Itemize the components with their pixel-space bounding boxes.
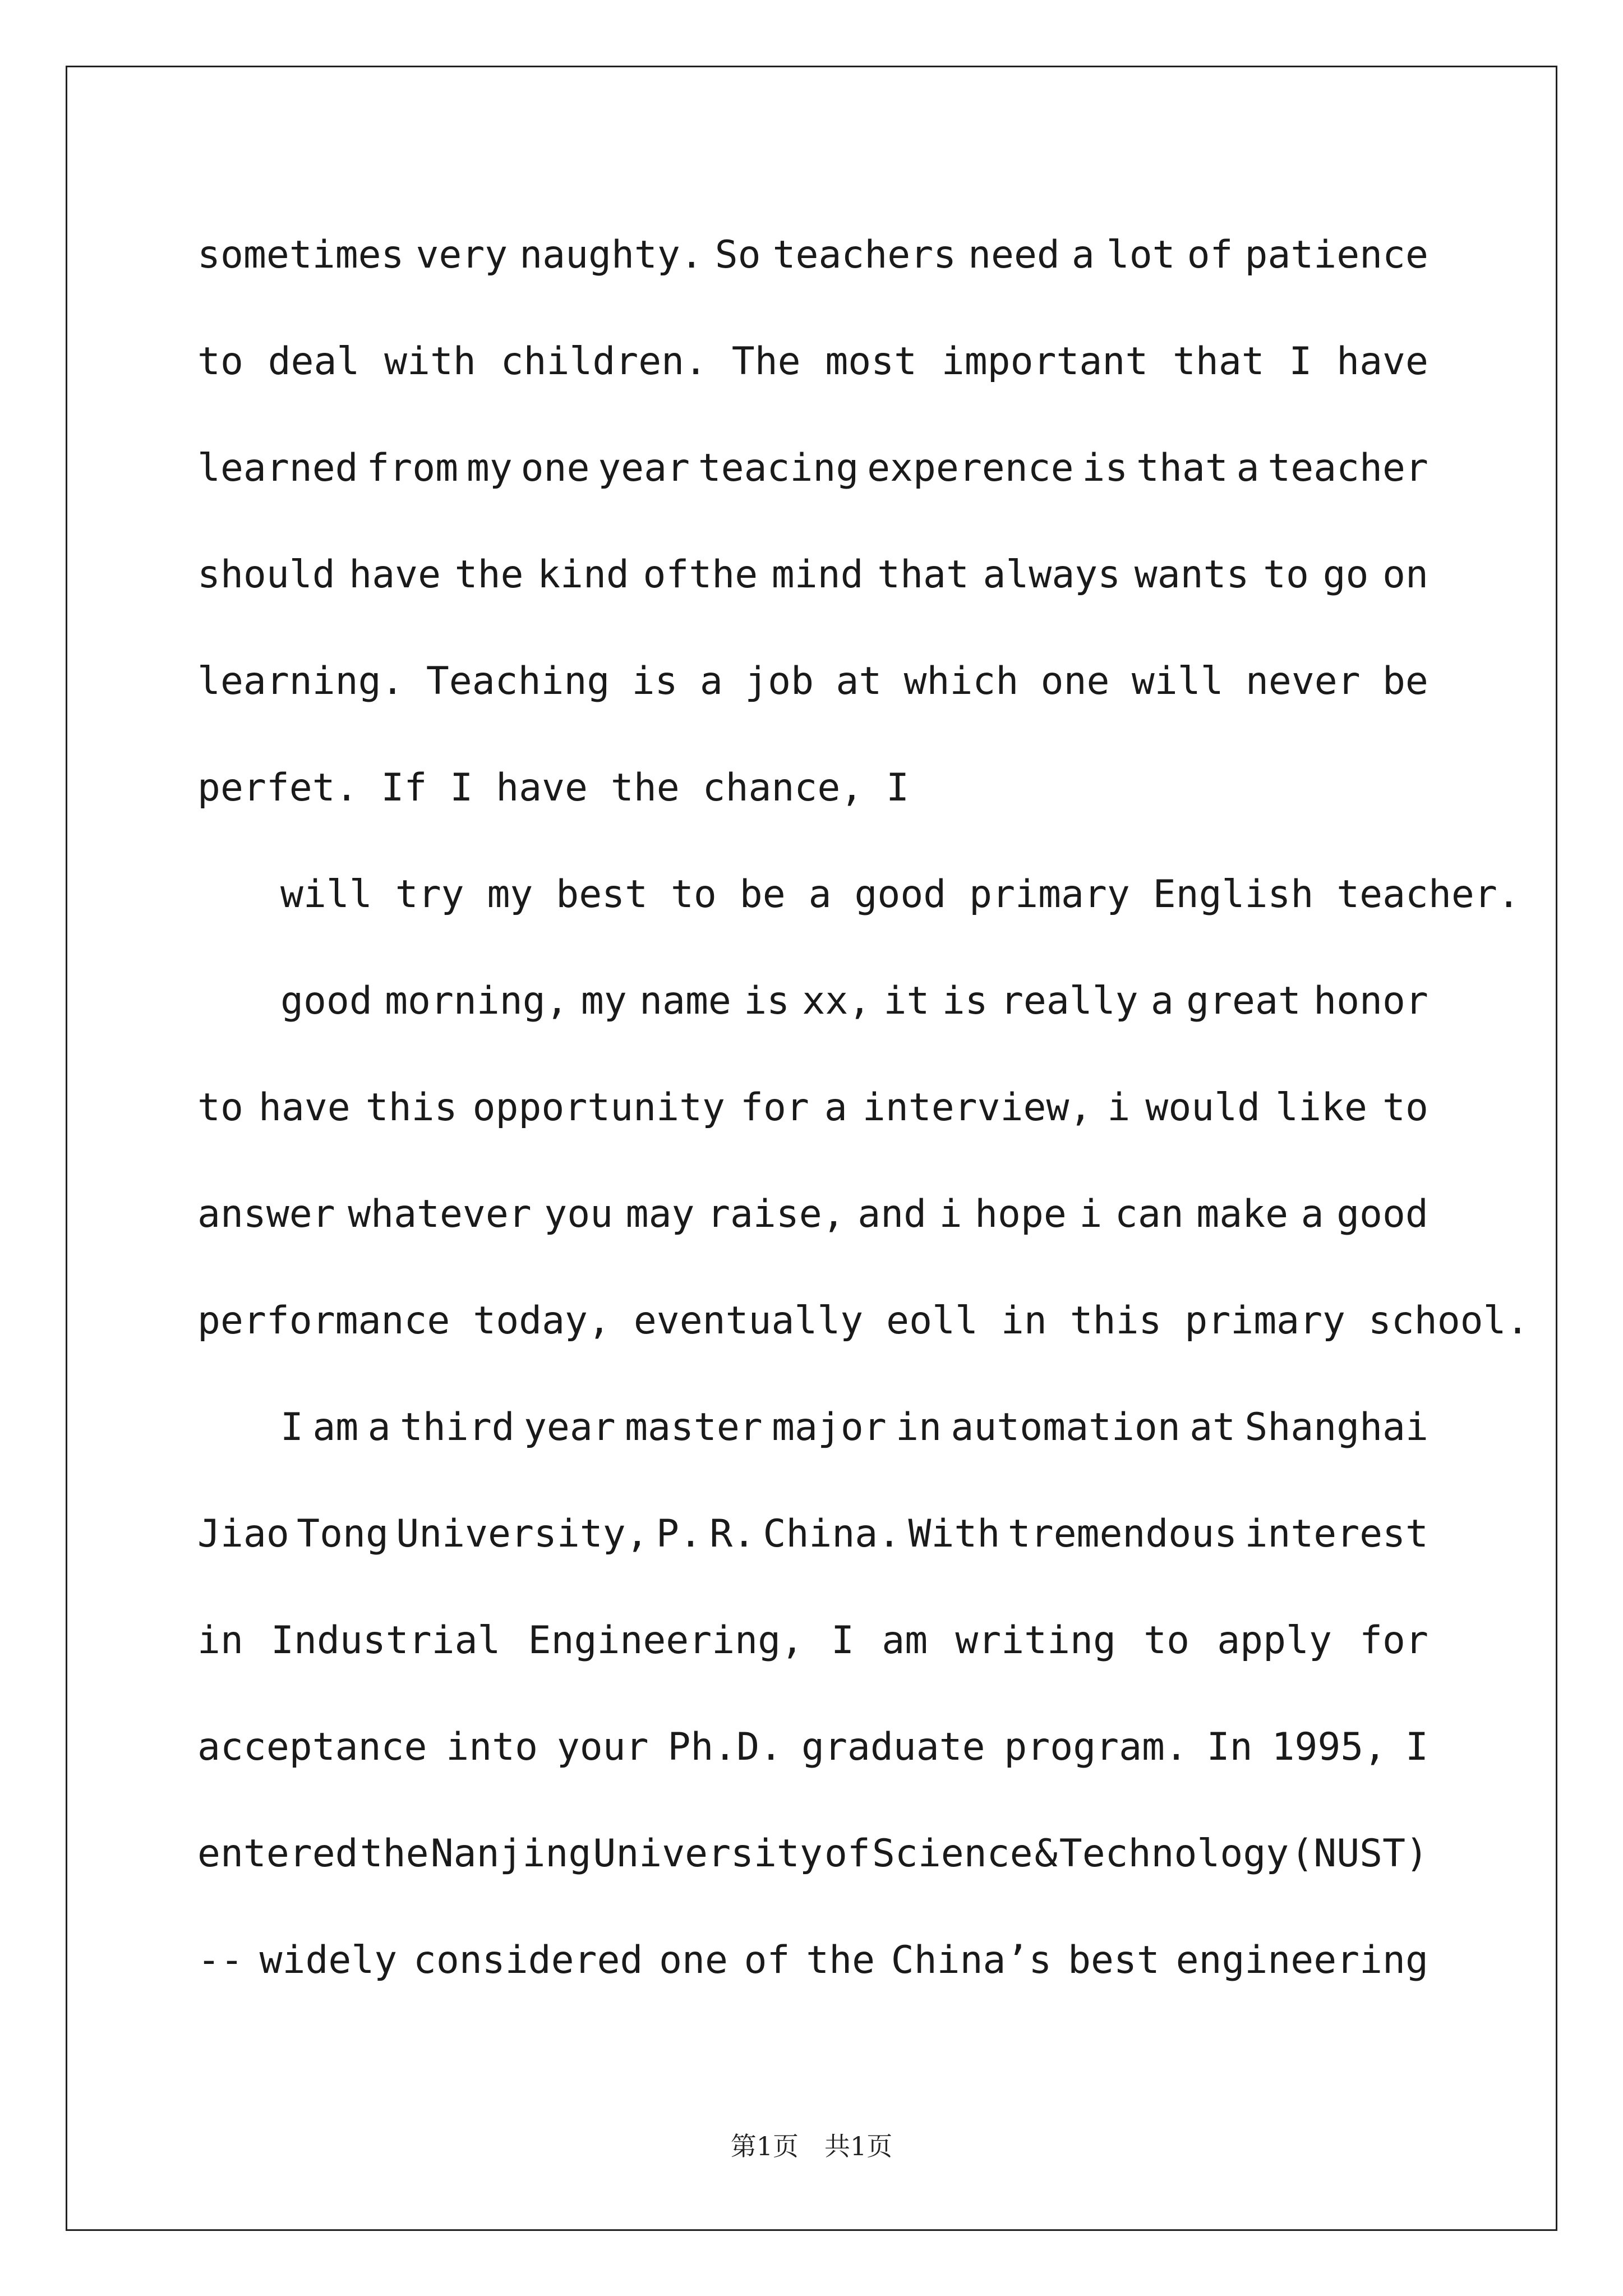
page-number-footer: 第1页 共1页 <box>730 2131 893 2161</box>
page-border <box>66 66 1557 2231</box>
text-line: should have the kind ofthe mind that always wants to go on <box>197 553 1428 597</box>
text-line: answer whatever you may raise, and i hope i can make a good <box>197 1192 1428 1236</box>
text-line: acceptance into your Ph.D. graduate program. In 1995, I <box>197 1725 1428 1769</box>
text-line: -- widely considered one of the China’s best engineering <box>197 1938 1428 1982</box>
text-line: entered the Nanjing University of Science & Technology (NUST) <box>197 1832 1428 1876</box>
text-line: learned from my one year teacing experence is that a teacher <box>197 446 1428 490</box>
text-line: to have this opportunity for a interview, i would like to <box>197 1085 1428 1130</box>
text-line: learning. Teaching is a job at which one will never be <box>197 659 1428 703</box>
text-line: I am a third year master major in automation at Shanghai <box>280 1405 1428 1450</box>
text-line: in Industrial Engineering, I am writing to apply for <box>197 1618 1428 1663</box>
text-line: Jiao Tong University, P. R. China. With tremendous interest <box>197 1512 1428 1556</box>
text-line: to deal with children. The most important that I have <box>197 339 1428 384</box>
text-line: performance today, eventually eoll in this primary school. <box>197 1299 1529 1343</box>
text-line: good morning, my name is xx, it is really a great honor <box>280 979 1428 1023</box>
text-line: perfet. If I have the chance, I <box>197 766 910 810</box>
text-line: sometimes very naughty. So teachers need a lot of patience <box>197 233 1428 277</box>
text-line: will try my best to be a good primary English teacher. <box>280 872 1520 917</box>
